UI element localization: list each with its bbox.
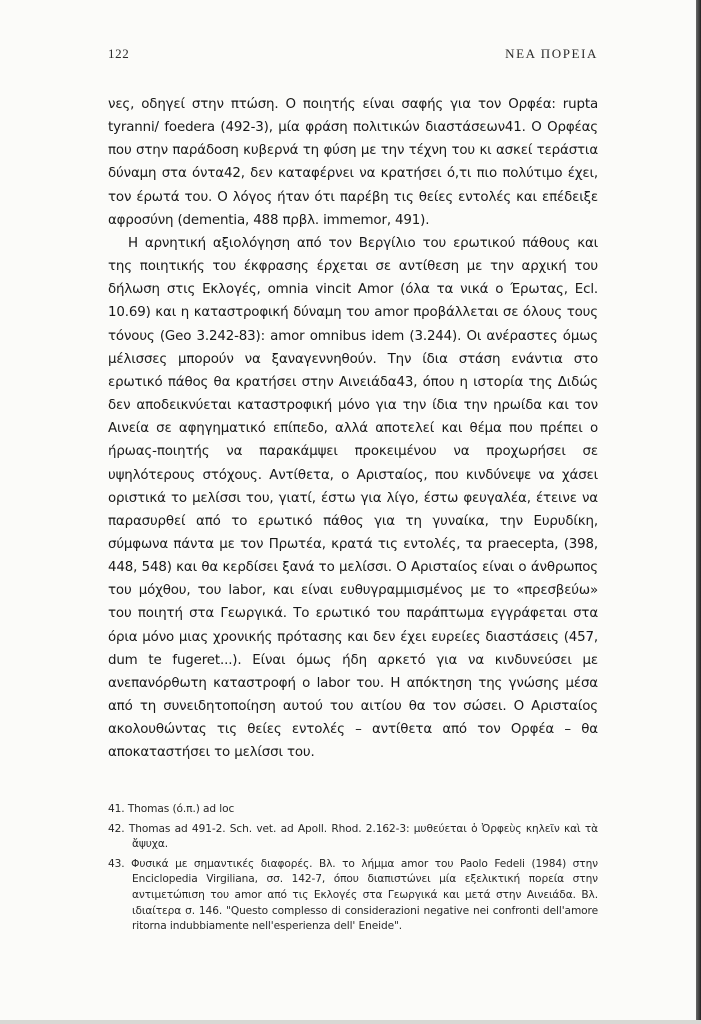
main-body-text	[108, 93, 598, 765]
footnotes-section	[108, 802, 598, 939]
footnote-41: 41. Thomas (ό.π.) ad loc	[108, 803, 235, 815]
page-bottom-edge	[0, 1020, 701, 1024]
page-header	[108, 46, 598, 64]
footnote-42: 42. Thomas ad 491-2. Sch. vet. ad Apoll. Rhod. 2.162-3: μυθεύεται ὁ Ὀρφεὺς κηλεῖν καὶ τὰ ἄψυχα.	[108, 822, 598, 851]
footnote-43: 43. Φυσικά με σημαντικές διαφορές. Βλ. το λήμμα amor του Paolo Fedeli (1984) στην Enciclopedia Virgiliana, σσ. 142-7, όπου διαπιστώνει μία εξελικτική πορεία στην αντιμετώπιση του amor από τις Εκλογές στα Γεωργικά και μετά στην Αινειάδα. Βλ. ιδιαίτερα σ. 146. "Questo complesso di considerazioni negative nei confronti dell'amore ritorna indubbiamente nell'esperienza dell' Eneide".	[108, 857, 598, 933]
page-edge-shadow	[696, 0, 701, 1024]
body-paragraph-1: νες, οδηγεί στην πτώση. Ο ποιητής είναι σαφής για τον Ορφέα: rupta tyranni/ foedera (492-3), μία φράση πολιτικών διαστάσεων41. Ο Ορφέας που στην παράδοση κυβερνά τη φύση με την τέχνη του κι ασκεί τεράστια δύναμη στα όντα42, δεν καταφέρνει να κρατήσει ό,τι πιο πολύτιμο έχει, τον έρωτά του. Ο λόγος ήταν ότι παρέβη τις θείες εντολές και επέδειξε αφροσύνη (dementia, 488 πρβλ. immemor, 491).	[108, 97, 598, 228]
body-paragraph-2: Η αρνητική αξιολόγηση από τον Βεργίλιο του ερωτικού πάθους και της ποιητικής του έκφρασης έρχεται σε αντίθεση με την αρχική του δήλωση στις Εκλογές, omnia vincit Amor (όλα τα νικά ο Έρωτας, Ecl. 10.69) και η καταστροφική δύναμη του amor προβάλλεται σε όλους τους τόνους (Geo 3.242-83): amor omnibus idem (3.244). Οι ανέραστες όμως μέλισσες μπορούν να ξαναγεννηθούν. Την ίδια στάση ενάντια στο ερωτικό πάθος θα κρατήσει στην Αινειάδα43, όπου η ιστορία της Διδώς δεν αποδεικνύεται καταστροφική μόνο για την ίδια την ηρωίδα και τον Αινεία σε αφηγηματικό επίπεδο, αλλά αποτελεί και θέμα που πρέπει ο ήρωας-ποιητής να παρακάμψει προκειμένου να προχωρήσει σε υψηλότερους στόχους. Αντίθετα, ο Αρισταίος, που κινδύνεψε να χάσει οριστικά το μελίσσι του, γιατί, έστω για λίγο, έστω φευγαλέα, έτεινε να παρασυρθεί από το ερωτικό πάθος για τη γυναίκα, την Ευρυδίκη, σύμφωνα πάντα με τον Πρωτέα, κρατά τις εντολές, τα praecepta, (398, 448, 548) και θα κερδίσει ξανά το μελίσσι. Ο Αρισταίος είναι ο άνθρωπος του μόχθου, του labor, και είναι ευθυγραμμισμένος με το «πρεσβεύω» του ποιητή στα Γεωργικά. Το ερωτικό του παράπτωμα εγγράφεται στα όρια μόνο μιας χρονικής πρότασης και δεν έχει ευρείες διαστάσεις (457, dum te fugeret...). Είναι όμως ήδη αρκετό για να κινδυνεύσει με ανεπανόρθωτη καταστροφή ο labor του. Η απόκτηση της γνώσης μέσα από τη συνειδητοποίηση αυτού του αιτίου θα τον σώσει. Ο Αρισταίος ακολουθώντας τις θείες εντολές – αντίθετα από τον Ορφέα – θα αποκαταστήσει το μελίσσι του.	[108, 235, 598, 761]
running-title: ΝΕΑ ΠΟΡΕΙΑ	[505, 46, 598, 61]
page-number: 122	[108, 46, 130, 61]
